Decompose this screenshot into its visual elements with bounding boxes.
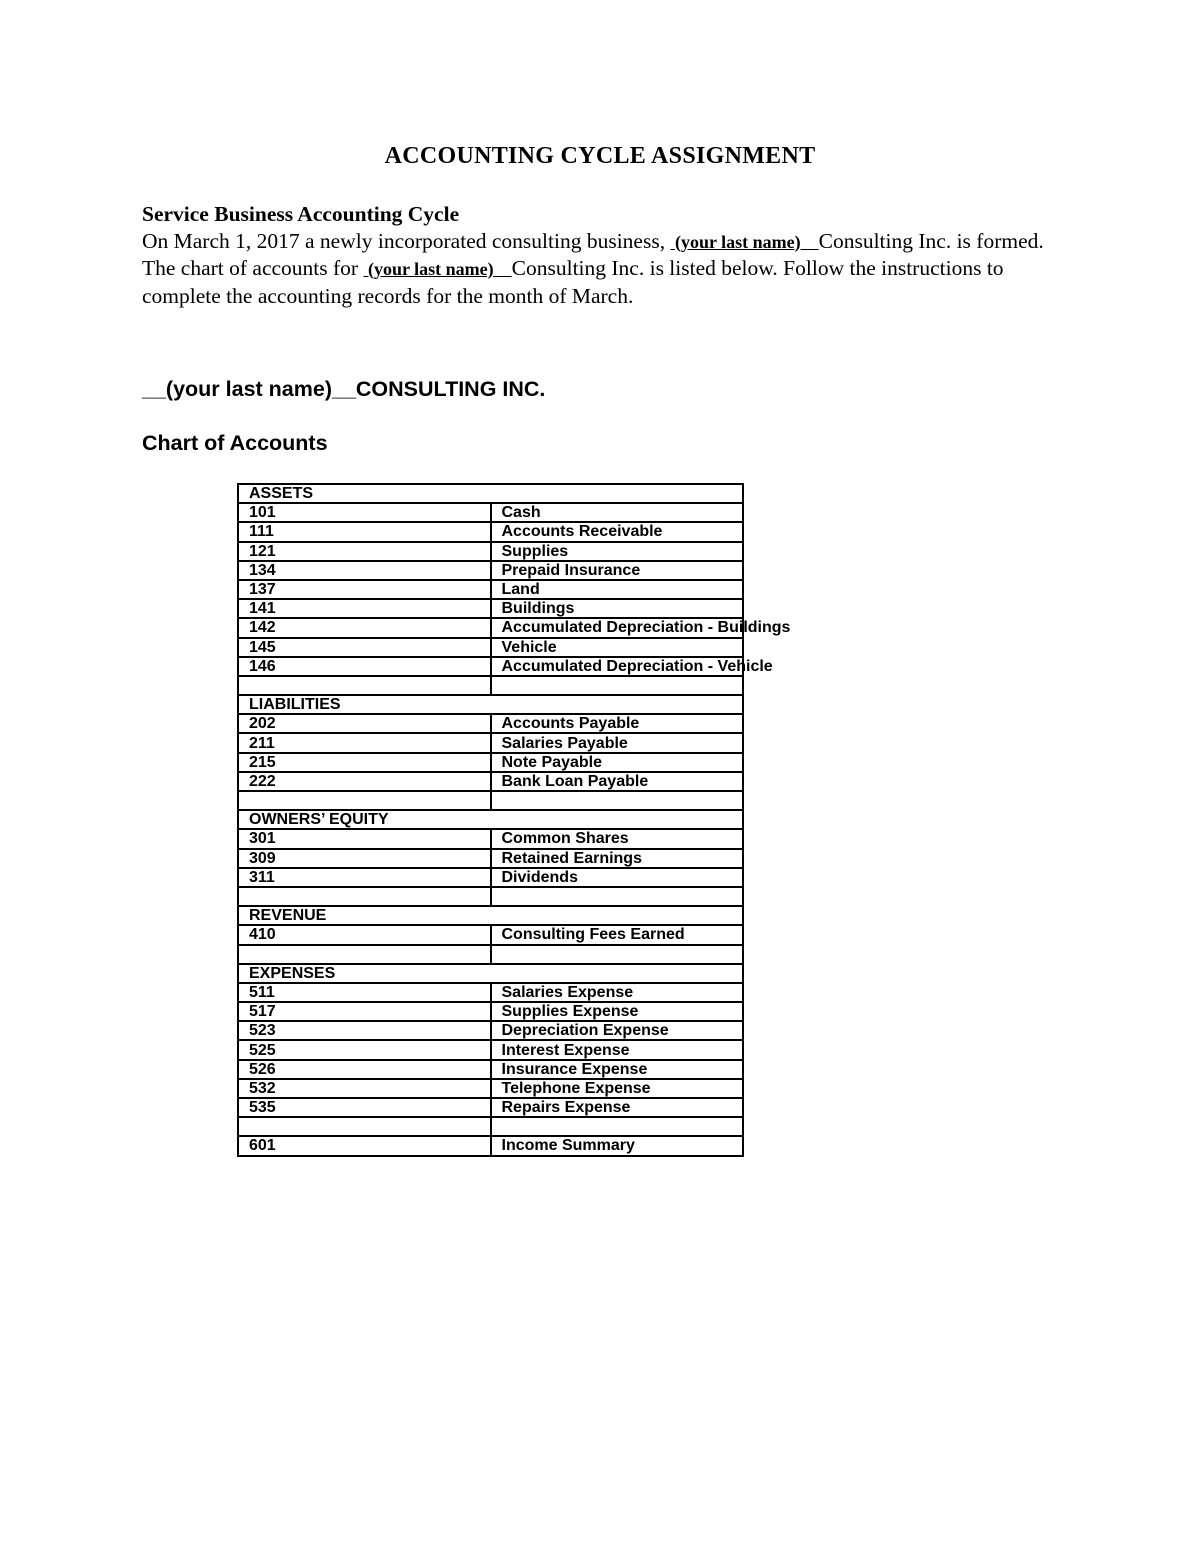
- account-number: 101: [238, 503, 491, 522]
- account-number: 523: [238, 1021, 491, 1040]
- account-row: [238, 772, 743, 791]
- account-row: [238, 714, 743, 733]
- account-row: [238, 657, 743, 676]
- account-row: [238, 733, 743, 752]
- account-name: Common Shares: [491, 829, 744, 848]
- section-header-row: [238, 695, 743, 714]
- account-name: Insurance Expense: [491, 1060, 744, 1079]
- account-row: [238, 580, 743, 599]
- section-header-row: [238, 906, 743, 925]
- account-number: 517: [238, 1002, 491, 1021]
- account-number: 311: [238, 868, 491, 887]
- account-number: 525: [238, 1040, 491, 1059]
- section-header: LIABILITIES: [238, 695, 743, 714]
- account-name: Salaries Payable: [491, 733, 744, 752]
- account-name: Dividends: [491, 868, 744, 887]
- account-row: [238, 618, 743, 637]
- account-number: 142: [238, 618, 491, 637]
- account-row: [238, 983, 743, 1002]
- empty-cell: [491, 887, 744, 906]
- account-row: [238, 1136, 743, 1155]
- account-row: [238, 503, 743, 522]
- section-header: ASSETS: [238, 484, 743, 503]
- account-row: [238, 561, 743, 580]
- account-row: [238, 753, 743, 772]
- account-row: [238, 1002, 743, 1021]
- chart-of-accounts-table: [237, 483, 791, 1157]
- account-number: 526: [238, 1060, 491, 1079]
- account-name: Telephone Expense: [491, 1079, 744, 1098]
- account-number: 309: [238, 849, 491, 868]
- empty-cell: [491, 676, 744, 695]
- empty-cell: [491, 791, 744, 810]
- account-name: Accumulated Depreciation - Buildings: [491, 618, 744, 637]
- account-number: 145: [238, 638, 491, 657]
- blank-row: [238, 887, 743, 906]
- account-number: 222: [238, 772, 491, 791]
- account-row: [238, 925, 743, 944]
- account-number: 111: [238, 522, 491, 541]
- account-name: Note Payable: [491, 753, 744, 772]
- account-name: Cash: [491, 503, 744, 522]
- section-header: REVENUE: [238, 906, 743, 925]
- intro-paragraph-1: [142, 228, 1072, 256]
- intro-paragraph-2: [142, 255, 1072, 309]
- account-name: Buildings: [491, 599, 744, 618]
- empty-cell: [491, 945, 744, 964]
- account-number: 601: [238, 1136, 491, 1155]
- section-header: EXPENSES: [238, 964, 743, 983]
- name-blank: (your last name): [670, 231, 819, 252]
- account-row: [238, 542, 743, 561]
- section-header-row: [238, 810, 743, 829]
- account-name: Supplies: [491, 542, 744, 561]
- account-name: Vehicle: [491, 638, 744, 657]
- account-name: Income Summary: [491, 1136, 744, 1155]
- account-row: [238, 638, 743, 657]
- account-row: [238, 868, 743, 887]
- chart-of-accounts-body: [238, 484, 791, 1156]
- name-blank: (your last name): [363, 259, 512, 279]
- empty-cell: [238, 945, 491, 964]
- account-name: Consulting Fees Earned: [491, 925, 744, 944]
- blank-row: [238, 676, 743, 695]
- account-number: 301: [238, 829, 491, 848]
- account-number: 410: [238, 925, 491, 944]
- account-row: [238, 1060, 743, 1079]
- intro-text: Consulting Inc. is listed below. Follow the instructions to complete the accounting records for the month of March.: [142, 256, 1004, 308]
- account-number: 535: [238, 1098, 491, 1117]
- empty-cell: [238, 887, 491, 906]
- account-name: Bank Loan Payable: [491, 772, 744, 791]
- account-row: [238, 849, 743, 868]
- account-number: 141: [238, 599, 491, 618]
- account-row: [238, 1098, 743, 1117]
- account-row: [238, 1040, 743, 1059]
- empty-cell: [238, 1117, 491, 1136]
- section-header-row: [238, 964, 743, 983]
- account-number: 146: [238, 657, 491, 676]
- account-name: Supplies Expense: [491, 1002, 744, 1021]
- blank-row: [238, 945, 743, 964]
- account-number: 211: [238, 733, 491, 752]
- blank-row: [238, 1117, 743, 1136]
- empty-cell: [238, 791, 491, 810]
- intro-text: On March 1, 2017 a newly incorporated consulting business,: [142, 228, 671, 253]
- account-row: [238, 1021, 743, 1040]
- intro-text: The chart of accounts for: [142, 256, 364, 280]
- account-number: 121: [238, 542, 491, 561]
- intro-section: [142, 201, 1072, 309]
- account-name: Accounts Receivable: [491, 522, 744, 541]
- account-name: Repairs Expense: [491, 1098, 744, 1117]
- chart-heading: Chart of Accounts: [142, 431, 328, 455]
- account-row: [238, 522, 743, 541]
- account-name: Interest Expense: [491, 1040, 744, 1059]
- account-name: Retained Earnings: [491, 849, 744, 868]
- intro-text: Consulting Inc. is formed.: [818, 228, 1044, 253]
- account-name: Prepaid Insurance: [491, 561, 744, 580]
- account-number: 202: [238, 714, 491, 733]
- account-row: [238, 829, 743, 848]
- account-number: 215: [238, 753, 491, 772]
- empty-cell: [238, 676, 491, 695]
- page-title: ACCOUNTING CYCLE ASSIGNMENT: [384, 143, 816, 169]
- section-header: OWNERS’ EQUITY: [238, 810, 743, 829]
- account-name: Land: [491, 580, 744, 599]
- blank-row: [238, 791, 743, 810]
- account-number: 137: [238, 580, 491, 599]
- account-name: Accounts Payable: [491, 714, 744, 733]
- company-heading: __(your last name)__CONSULTING INC.: [142, 377, 546, 401]
- account-number: 511: [238, 983, 491, 1002]
- section-subheading: Service Business Accounting Cycle: [142, 202, 460, 226]
- account-row: [238, 599, 743, 618]
- account-number: 532: [238, 1079, 491, 1098]
- account-name: Accumulated Depreciation - Vehicle: [491, 657, 744, 676]
- empty-cell: [491, 1117, 744, 1136]
- section-header-row: [238, 484, 743, 503]
- account-name: Salaries Expense: [491, 983, 744, 1002]
- account-name: Depreciation Expense: [491, 1021, 744, 1040]
- account-row: [238, 1079, 743, 1098]
- account-number: 134: [238, 561, 491, 580]
